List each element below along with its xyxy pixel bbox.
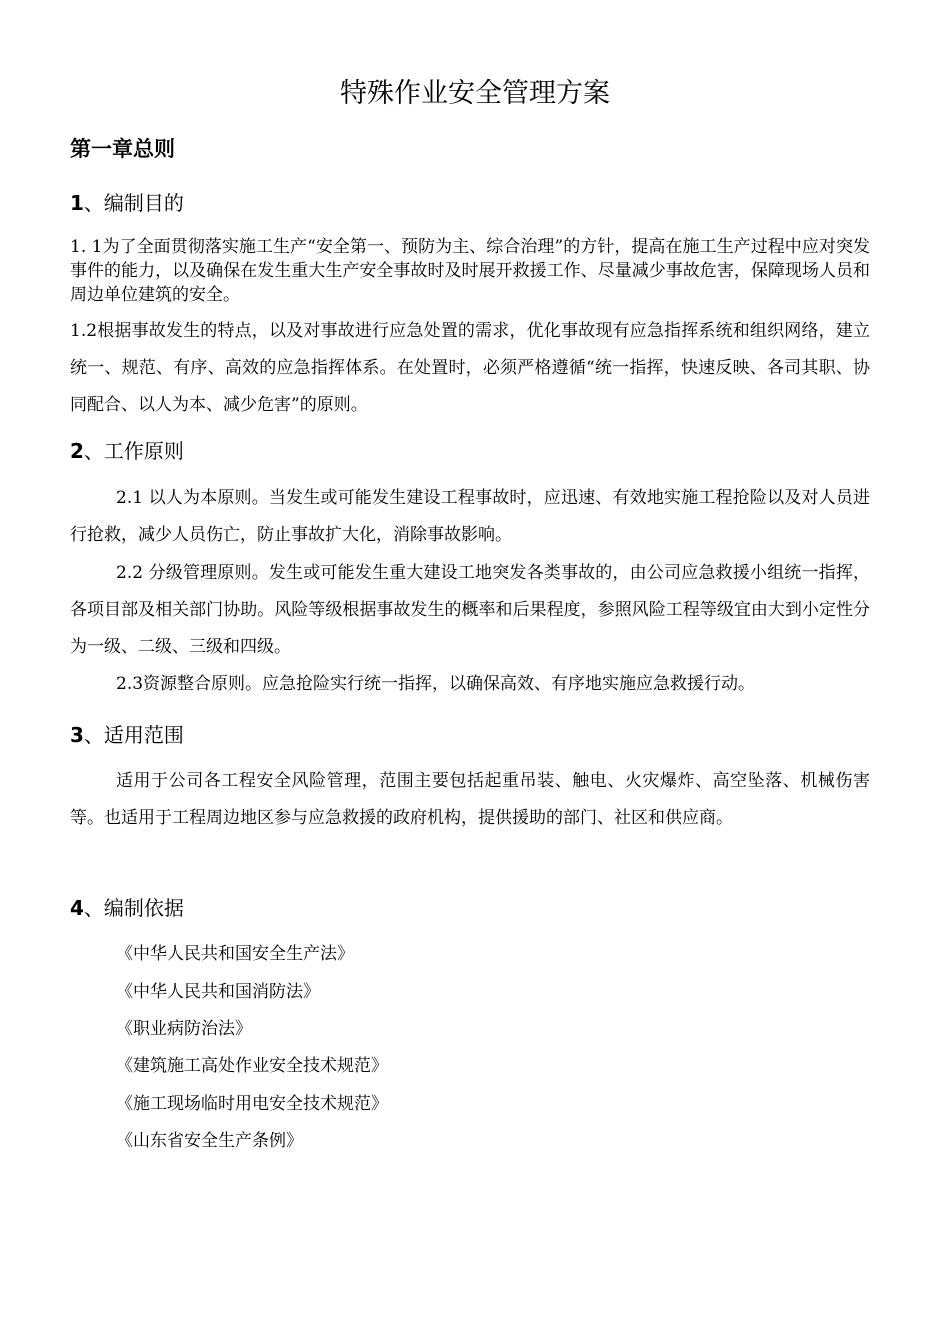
document-title: 特殊作业安全管理方案 — [340, 78, 610, 109]
section-heading-scope — [70, 720, 184, 750]
section-title: 、适用范围 — [83, 723, 184, 747]
reference-item: 《山东省安全生产条例》 — [116, 1131, 303, 1151]
section-heading-basis — [70, 893, 184, 923]
section-number: 4 — [70, 896, 84, 920]
reference-item: 《职业病防治法》 — [116, 1019, 252, 1039]
paragraph-2-2: 2.2 分级管理原则。发生或可能发生重大建设工地突发各类事故的，由公司应急救援小组统一指挥，各项目部及相关部门协助。风险等级根据事故发生的概率和后果程度，参照风险工程等级宜由大到小定性分为一级、二级、三级和四级。 — [70, 563, 870, 657]
paragraph-1-2: 1.2根据事故发生的特点，以及对事故进行应急处置的需求，优化事故现有应急指挥系统和组织网络，建立统一、规范、有序、高效的应急指挥体系。在处置时，必须严格遵循“统一指挥，快速反映、各司其职、协同配合、以人为本、减少危害”的原则。 — [70, 321, 870, 415]
section-title: 、工作原则 — [83, 439, 184, 463]
section-number: 3 — [70, 723, 84, 747]
paragraph-1-1: 1. 1为了全面贯彻落实施工生产“安全第一、预防为主、综合治理”的方针，提高在施工生产过程中应对突发事件的能力，以及确保在发生重大生产安全事故时及时展开救援工作、尽量减少事故危害，保障现场人员和周边单位建筑的安全。 — [70, 237, 870, 305]
paragraph-2-1: 2.1 以人为本原则。当发生或可能发生建设工程事故时，应迅速、有效地实施工程抢险以及对人员进行抢救，减少人员伤亡，防止事故扩大化，消除事故影响。 — [70, 488, 870, 545]
section-heading-principles — [70, 436, 184, 466]
section-heading-purpose — [70, 188, 184, 218]
paragraph-3-1: 适用于公司各工程安全风险管理，范围主要包括起重吊装、触电、火灾爆炸、高空坠落、机械伤害等。也适用于工程周边地区参与应急救援的政府机构，提供援助的部门、社区和供应商。 — [70, 771, 870, 828]
reference-item: 《中华人民共和国消防法》 — [116, 982, 320, 1002]
section-title: 、编制目的 — [83, 191, 184, 215]
section-title: 、编制依据 — [83, 896, 184, 920]
section-number: 1 — [70, 191, 84, 215]
paragraph-2-3: 2.3资源整合原则。应急抢险实行统一指挥，以确保高效、有序地实施应急救援行动。 — [116, 674, 756, 694]
chapter-heading: 第一章总则 — [70, 137, 175, 161]
section-number: 2 — [70, 439, 84, 463]
reference-item: 《中华人民共和国安全生产法》 — [116, 944, 354, 964]
reference-item: 《建筑施工高处作业安全技术规范》 — [116, 1056, 388, 1076]
reference-item: 《施工现场临时用电安全技术规范》 — [116, 1094, 388, 1114]
